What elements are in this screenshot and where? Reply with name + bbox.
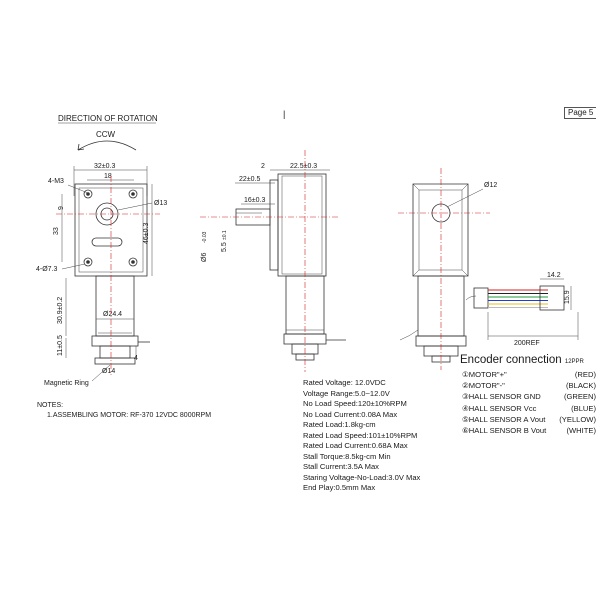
spec-item: Stall Torque:8.5kg-cm Min	[303, 451, 391, 461]
spec-list	[303, 378, 420, 494]
spec-item: Rated Load Speed:101±10%RPM	[303, 430, 418, 440]
dim-bottom-11: 11±0.5	[57, 335, 64, 356]
notes-title: NOTES:	[37, 402, 64, 409]
dim-hole-dia: 4-Ø7.3	[36, 266, 58, 273]
tick-mark: |	[283, 109, 286, 119]
dim-flat: 5.5	[221, 242, 228, 252]
encoder-pin	[462, 414, 596, 425]
encoder-pin-name: ①MOTOR"+"	[462, 370, 507, 379]
dim-dia-12: Ø12	[484, 182, 498, 189]
page-label: Page 5	[564, 107, 596, 119]
encoder-pin-name: ②MOTOR"-"	[462, 381, 505, 391]
encoder-pin-color: (BLUE)	[571, 403, 596, 413]
dim-14-2: 14.2	[547, 272, 561, 279]
notes-line-1: 1.ASSEMBLING MOTOR: RF-370 12VDC 8000RPM	[47, 412, 212, 419]
dim-shaft-dia: Ø13	[154, 200, 168, 207]
encoder-pin-color: (YELLOW)	[559, 414, 596, 424]
rotation-title: DIRECTION OF ROTATION	[58, 114, 158, 123]
dim-side-22-5: 22.5±0.3	[290, 163, 318, 170]
encoder-pin	[462, 369, 596, 380]
dim-cable: 200REF	[514, 340, 540, 347]
side-view	[200, 150, 346, 372]
encoder-pin-name: ⑤HALL SENSOR A Vout	[462, 414, 546, 424]
dim-motor-len: 30.9±0.2	[57, 296, 64, 324]
front-view	[36, 163, 167, 387]
spec-item: Rated Load Current:0.68A Max	[303, 441, 408, 450]
dim-15-9: 15.9	[564, 290, 571, 304]
encoder-pin-list	[462, 369, 596, 436]
spec-item: Rated Voltage: 12.0VDC	[303, 378, 386, 387]
magnetic-ring-label: Magnetic Ring	[44, 380, 89, 387]
dim-side-22: 22±0.5	[239, 176, 261, 183]
dim-4: 4	[134, 355, 138, 362]
dim-flat-tol: ±0.1	[222, 230, 228, 240]
dim-ring-dia: Ø14	[102, 368, 116, 375]
dim-motor-dia: Ø24.4	[103, 311, 123, 318]
dim-width: 32±0.3	[94, 163, 116, 170]
dim-shaft-tol: -0.03	[202, 231, 208, 243]
spec-item: No Load Speed:120±10%RPM	[303, 399, 407, 408]
encoder-pin-color: (RED)	[574, 370, 596, 379]
encoder-pin-name: ④HALL SENSOR Vcc	[462, 403, 537, 413]
dim-shaft: Ø6	[201, 252, 208, 262]
dim-hole-spacing: 18	[104, 173, 112, 180]
right-view	[398, 168, 578, 370]
dim-side-2: 2	[261, 163, 265, 170]
spec-item: Staring Voltage-No-Load:3.0V Max	[303, 472, 421, 482]
dim-height-46: 46±0.3	[143, 222, 150, 244]
encoder-pin	[462, 380, 596, 391]
encoder-pin-name: ⑥HALL SENSOR B Vout	[462, 426, 547, 436]
dim-left-9: 9	[58, 206, 65, 210]
rotation-direction: CCW	[96, 130, 116, 139]
encoder-pin-name: ③HALL SENSOR GND	[462, 392, 541, 402]
encoder-title-text: Encoder connection	[460, 354, 562, 366]
encoder-pin-color: (BLACK)	[566, 381, 596, 391]
encoder-pin	[462, 425, 596, 436]
spec-item: End Play:0.5mm Max	[303, 483, 376, 492]
notes	[37, 401, 211, 421]
spec-item: Rated Load:1.8kg-cm	[303, 420, 376, 429]
encoder-pin	[462, 391, 596, 402]
encoder-ppr: 12PPR	[564, 359, 584, 365]
dim-side-16: 16±0.3	[244, 197, 266, 204]
encoder-pin-color: (GREEN)	[563, 392, 596, 402]
encoder-pin	[462, 403, 596, 414]
dim-height-33: 33	[53, 227, 60, 235]
spec-item: Stall Current:3.5A Max	[303, 462, 379, 471]
ccw-arrow	[78, 141, 136, 150]
encoder-title	[460, 354, 584, 366]
spec-item: No Load Current:0.08A Max	[303, 409, 398, 419]
dim-mount: 4-M3	[48, 178, 64, 185]
encoder-pin-color: (WHITE)	[566, 426, 596, 436]
spec-item: Voltage Range:5.0~12.0V	[303, 388, 390, 398]
